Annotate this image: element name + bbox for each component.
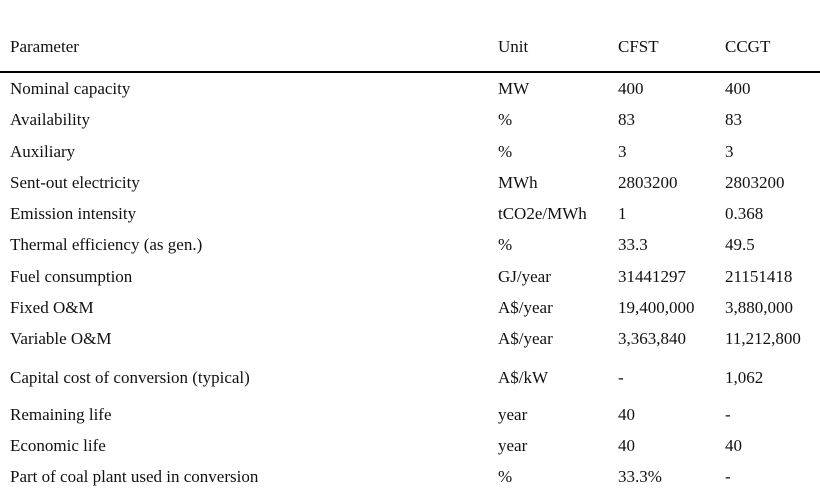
cfst-cell: 1	[618, 204, 627, 223]
parameter-cell: Capital cost of conversion (typical)	[10, 368, 250, 387]
ccgt-cell: 40	[725, 436, 742, 455]
table-row	[0, 368, 820, 392]
table-row	[0, 142, 820, 166]
unit-cell: MWh	[498, 173, 538, 192]
parameter-cell: Fuel consumption	[10, 267, 133, 286]
unit-cell: A$/year	[498, 298, 553, 317]
cfst-cell: 33.3	[618, 235, 648, 254]
header-cfst: CFST	[618, 37, 659, 56]
cfst-cell: 19,400,000	[618, 298, 695, 317]
parameter-cell: Part of coal plant used in conversion	[10, 467, 259, 486]
unit-cell: %	[498, 110, 513, 129]
parameter-cell: Sent-out electricity	[10, 173, 140, 192]
ccgt-cell: 400	[725, 79, 751, 98]
ccgt-cell: 21151418	[725, 267, 793, 286]
parameter-cell: Variable O&M	[10, 329, 112, 348]
cfst-cell: 3	[618, 142, 627, 161]
header-rule	[0, 71, 820, 73]
parameter-cell: Emission intensity	[10, 204, 137, 223]
ccgt-cell: 49.5	[725, 235, 755, 254]
table-row	[0, 405, 820, 429]
table-row	[0, 267, 820, 291]
parameter-cell: Nominal capacity	[10, 79, 131, 98]
cfst-cell: 83	[618, 110, 635, 129]
cfst-cell: 3,363,840	[618, 329, 686, 348]
table-row	[0, 329, 820, 353]
table-row	[0, 436, 820, 460]
cfst-cell: -	[618, 368, 624, 387]
parameter-cell: Availability	[10, 110, 90, 129]
parameter-cell: Fixed O&M	[10, 298, 94, 317]
unit-cell: A$/year	[498, 329, 553, 348]
ccgt-cell: 3,880,000	[725, 298, 793, 317]
table-row	[0, 235, 820, 259]
unit-cell: %	[498, 467, 513, 486]
unit-cell: A$/kW	[498, 368, 549, 387]
parameter-cell: Economic life	[10, 436, 106, 455]
table-row	[0, 204, 820, 228]
parameter-cell: Remaining life	[10, 405, 112, 424]
cfst-cell: 2803200	[618, 173, 678, 192]
cfst-cell: 400	[618, 79, 644, 98]
table-header-row	[0, 0, 820, 72]
ccgt-cell: 3	[725, 142, 734, 161]
parameter-cell: Thermal efficiency (as gen.)	[10, 235, 203, 254]
header-ccgt: CCGT	[725, 37, 771, 56]
table-row	[0, 467, 820, 491]
header-unit: Unit	[498, 37, 529, 56]
cfst-cell: 40	[618, 436, 635, 455]
unit-cell: tCO2e/MWh	[498, 204, 587, 223]
ccgt-cell: 83	[725, 110, 742, 129]
unit-cell: %	[498, 142, 513, 161]
table-row	[0, 79, 820, 103]
ccgt-cell: -	[725, 405, 731, 424]
cfst-cell: 40	[618, 405, 635, 424]
ccgt-cell: 11,212,800	[725, 329, 801, 348]
parameter-cell: Auxiliary	[10, 142, 76, 161]
unit-cell: GJ/year	[498, 267, 551, 286]
table-row	[0, 173, 820, 197]
cfst-cell: 33.3%	[618, 467, 662, 486]
ccgt-cell: 1,062	[725, 368, 764, 387]
ccgt-cell: 0.368	[725, 204, 764, 223]
table-row	[0, 298, 820, 322]
unit-cell: MW	[498, 79, 530, 98]
unit-cell: year	[498, 436, 528, 455]
ccgt-cell: 2803200	[725, 173, 785, 192]
unit-cell: year	[498, 405, 528, 424]
header-parameter: Parameter	[10, 37, 79, 56]
ccgt-cell: -	[725, 467, 731, 486]
unit-cell: %	[498, 235, 513, 254]
cfst-cell: 31441297	[618, 267, 686, 286]
table-row	[0, 110, 820, 134]
